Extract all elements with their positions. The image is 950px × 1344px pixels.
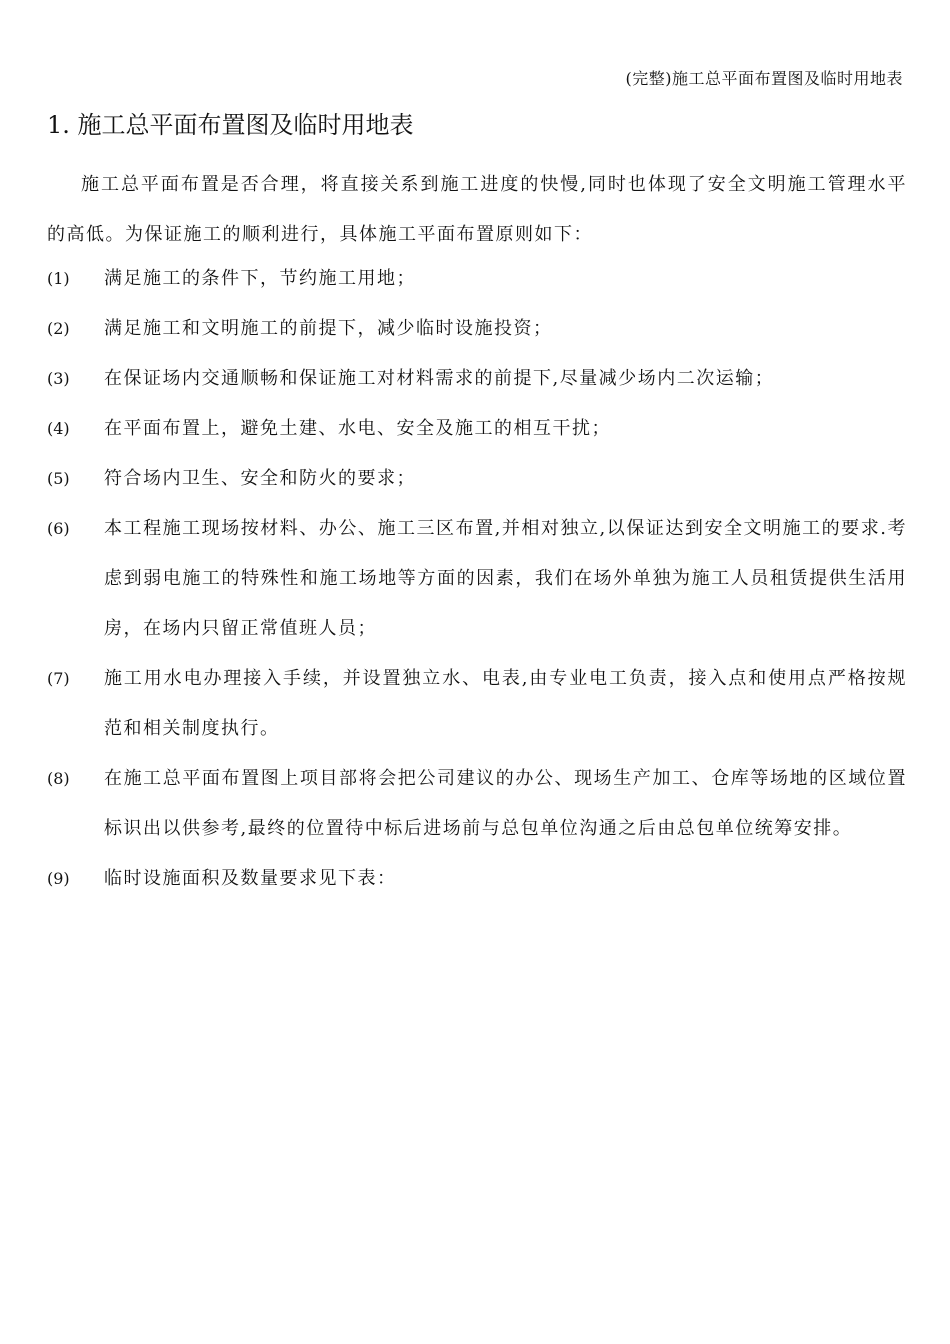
list-item <box>47 504 907 654</box>
list-item-text: 满足施工的条件下，节约施工用地； <box>104 268 416 289</box>
list-item <box>47 404 907 454</box>
list-item-number: (4) <box>47 419 70 438</box>
list-item-text: 临时设施面积及数量要求见下表： <box>104 868 397 889</box>
list-item-number: (1) <box>47 269 70 288</box>
list-item <box>47 254 907 304</box>
list-item-text: 符合场内卫生、安全和防火的要求； <box>104 468 416 489</box>
principles-list <box>47 254 907 904</box>
list-item-text: 在平面布置上，避免土建、水电、安全及施工的相互干扰； <box>104 418 611 439</box>
list-item-number: (5) <box>47 469 70 488</box>
list-item-number: (6) <box>47 519 70 538</box>
list-item <box>47 454 907 504</box>
list-item-text: 施工用水电办理接入手续，并设置独立水、电表,由专业电工负责，接入点和使用点严格按规范和相关制度执行。 <box>104 668 907 739</box>
list-item-number: (9) <box>47 869 70 888</box>
list-item <box>47 304 907 354</box>
list-item-text: 满足施工和文明施工的前提下，减少临时设施投资； <box>104 318 553 339</box>
running-header: (完整)施工总平面布置图及临时用地表 <box>625 69 903 88</box>
list-item-number: (3) <box>47 369 70 388</box>
list-item <box>47 854 907 904</box>
list-item-number: (8) <box>47 769 70 788</box>
list-item-number: (7) <box>47 669 70 688</box>
list-item-text: 在施工总平面布置图上项目部将会把公司建议的办公、现场生产加工、仓库等场地的区域位置标识出以供参考,最终的位置待中标后进场前与总包单位沟通之后由总包单位统筹安排。 <box>104 768 907 839</box>
list-item-number: (2) <box>47 319 70 338</box>
list-item <box>47 354 907 404</box>
section-title: 1. 施工总平面布置图及临时用地表 <box>47 111 414 139</box>
intro-paragraph: 施工总平面布置是否合理，将直接关系到施工进度的快慢,同时也体现了安全文明施工管理水平的高低。为保证施工的顺利进行，具体施工平面布置原则如下： <box>47 174 907 245</box>
list-item <box>47 654 907 754</box>
list-item <box>47 754 907 854</box>
list-item-text: 在保证场内交通顺畅和保证施工对材料需求的前提下,尽量减少场内二次运输； <box>104 368 775 389</box>
list-item-text: 本工程施工现场按材料、办公、施工三区布置,并相对独立,以保证达到安全文明施工的要求.考虑到弱电施工的特殊性和施工场地等方面的因素，我们在场外单独为施工人员租赁提供生活用房，在场内只留正常值班人员； <box>104 518 907 639</box>
